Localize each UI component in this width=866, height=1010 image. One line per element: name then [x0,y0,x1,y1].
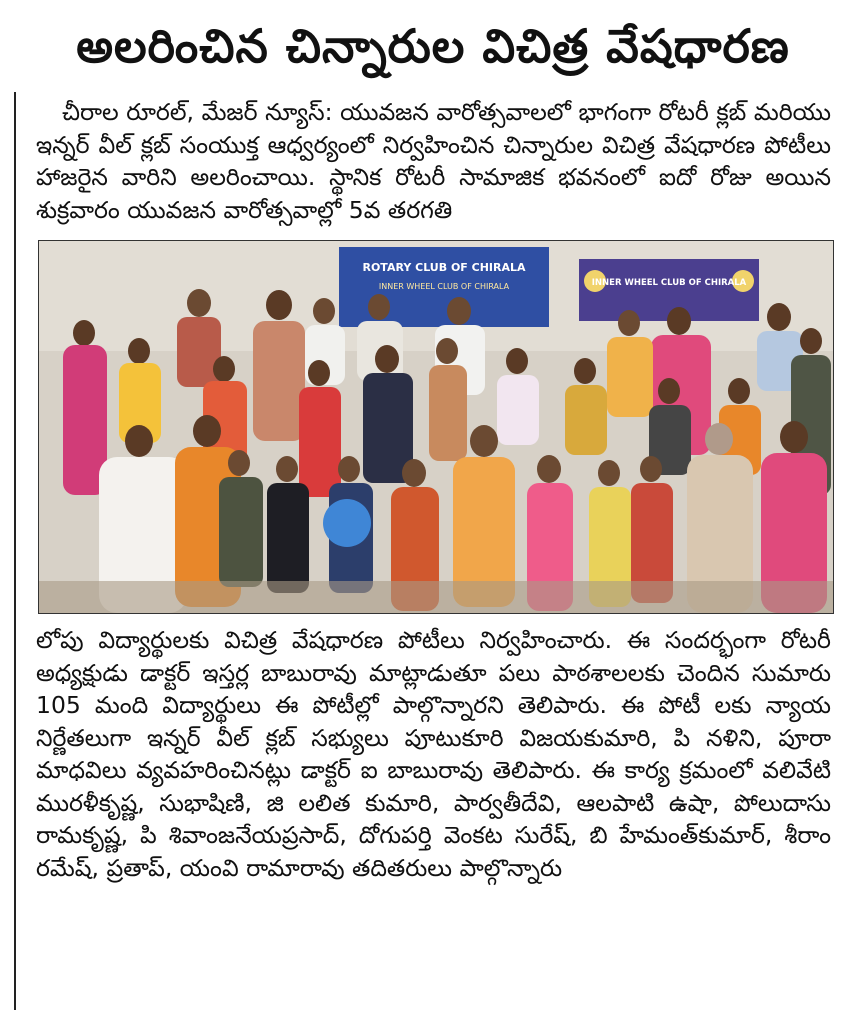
group-photo-illustration [39,241,833,613]
group-photo [38,240,834,614]
headline: అలరించిన చిన్నారుల విచిత్ర వేషధారణ [76,19,790,73]
inner-wheel-banner [579,259,759,321]
article-paragraph-2: లోపు విద్యార్థులకు విచిత్ర వేషధారణ పోటీలు నిర్వహించారు. ఈ సందర్భంగా రోటరీ అధ్యక్షుడు డాక్టర్ ఇస్తర్ల బాబురావు మాట్లాడుతూ పలు పాఠశాలలకు చెందిన సుమారు 105 మంది విద్యార్థులు ఈ పోటీల్లో పాల్గొన్నారని తెలిపారు. ఈ పోటీ లకు న్యాయ నిర్ణేతలుగా ఇన్నర్ వీల్ క్లబ్ సభ్యులు పూటుకూరి విజయకుమారి, పి నళిని, పూరా మాధవిలు వ్యవహరించినట్లు డాక్టర్ ఐ బాబురావు తెలిపారు. ఈ కార్య క్రమంలో వలివేటి మురళీకృష్ణ, సుభాషిణి, జి లలిత కుమారి, పార్వతీదేవి, ఆలపాటి ఉషా, పోలుదాసు రామకృష్ణ, పి శివాంజనేయప్రసాద్, దోగుపర్తి వెంకట సురేష్, బి హేమంత్‌కుమార్, శీరాం రమేష్, ప్రతాప్, యంవి రామారావు తదితరులు పాల్గొన్నారు [36,626,831,882]
rotary-banner-title: ROTARY CLUB OF CHIRALA [362,261,526,274]
article-paragraph-1: చీరాల రూరల్, మేజర్ న్యూస్: యువజన వారోత్సవాలలో భాగంగా రోటరీ క్లబ్ మరియు ఇన్నర్ వీల్ క్లబ్ సంయుక్త ఆధ్వర్యంలో నిర్వహించిన చిన్నారుల విచిత్ర వేషధారణ పోటీలు హాజరైన వారిని అలరించాయి. స్థానిక రోటరీ సామాజిక భవనంలో ఐదో రోజు అయిన శుక్రవారం యువజన వారోత్సవాల్లో 5వ తరగతి [36,98,831,224]
rotary-banner-subtitle: INNER WHEEL CLUB OF CHIRALA [378,282,510,291]
column-rule [14,92,16,1010]
inner-wheel-banner-title: INNER WHEEL CLUB OF CHIRALA [591,278,747,288]
